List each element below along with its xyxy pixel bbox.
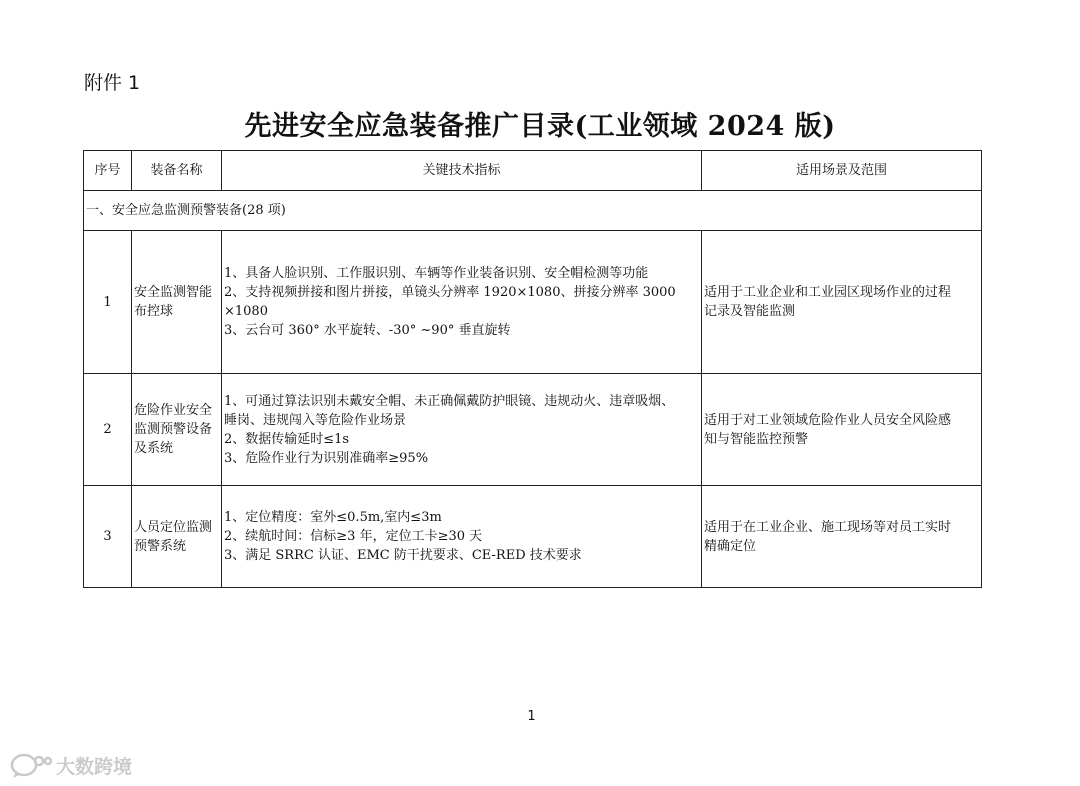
- indicator-line: 2、支持视频拼接和图片拼接，单镜头分辨率 1920×1080、拼接分辨率 3000: [224, 285, 676, 300]
- header-name: 装备名称: [132, 151, 222, 191]
- table-row: [84, 231, 982, 374]
- scope-cell: [702, 374, 982, 486]
- indicators-cell: [222, 486, 702, 588]
- scope-line: 记录及智能监测: [704, 304, 796, 319]
- section-heading: 一、安全应急监测预警装备(28 项): [84, 191, 982, 231]
- scope-cell: [702, 486, 982, 588]
- indicator-line: 2、续航时间：信标≥3 年，定位工卡≥30 天: [224, 529, 483, 544]
- scope-line: 适用于对工业领域危险作业人员安全风险感: [704, 412, 952, 428]
- equipment-name: [132, 486, 222, 588]
- equipment-name-text: 危险作业安全监测预警设备及系统: [134, 403, 213, 456]
- indicator-line: 3、云台可 360° 水平旋转、-30° ~90° 垂直旋转: [224, 323, 511, 338]
- scope-line: 精确定位: [704, 538, 757, 554]
- indicator-line: 1、定位精度：室外≤0.5m,室内≤3m: [224, 510, 442, 525]
- section-row: [84, 191, 982, 231]
- table-row: [84, 374, 982, 486]
- header-no: 序号: [84, 151, 132, 191]
- row-number: 3: [84, 486, 132, 588]
- scope-line: 知与智能监控预警: [704, 431, 809, 447]
- row-number: 1: [84, 231, 132, 374]
- indicator-line: ×1080: [224, 304, 268, 319]
- equipment-name: [132, 231, 222, 374]
- scope-line: 适用于工业企业和工业园区现场作业的过程: [704, 285, 952, 300]
- indicator-line: 2、数据传输延时≤1s: [224, 431, 350, 447]
- table-row: [84, 486, 982, 588]
- indicators-cell: [222, 374, 702, 486]
- table-header-row: [84, 151, 982, 191]
- chat-bubble-logo-icon: [8, 751, 52, 779]
- document-title: 先进安全应急装备推广目录(工业领域 2024 版): [244, 111, 836, 142]
- indicator-line: 3、危险作业行为识别准确率≥95%: [224, 450, 429, 466]
- indicator-line: 睡岗、违规闯入等危险作业场景: [224, 412, 407, 428]
- attachment-label: 附件 1: [84, 72, 141, 94]
- equipment-name: [132, 374, 222, 486]
- page-number: 1: [527, 709, 536, 724]
- equipment-name-text: 安全监测智能布控球: [134, 285, 213, 319]
- indicator-line: 1、可通过算法识别未戴安全帽、未正确佩戴防护眼镜、违规动火、违章吸烟、: [224, 393, 675, 409]
- scope-cell: [702, 231, 982, 374]
- indicators-cell: [222, 231, 702, 374]
- watermark-text: 大数跨境: [56, 755, 133, 778]
- header-indicators: 关键技术指标: [222, 151, 702, 191]
- scope-line: 适用于在工业企业、施工现场等对员工实时: [704, 519, 952, 535]
- indicator-line: 3、满足 SRRC 认证、EMC 防干扰要求、CE-RED 技术要求: [224, 548, 582, 563]
- equipment-catalog-table: [83, 150, 982, 588]
- equipment-name-text: 人员定位监测预警系统: [134, 519, 213, 554]
- row-number: 2: [84, 374, 132, 486]
- indicator-line: 1、具备人脸识别、工作服识别、车辆等作业装备识别、安全帽检测等功能: [224, 266, 649, 281]
- watermark: [8, 751, 132, 779]
- header-scope: 适用场景及范围: [702, 151, 982, 191]
